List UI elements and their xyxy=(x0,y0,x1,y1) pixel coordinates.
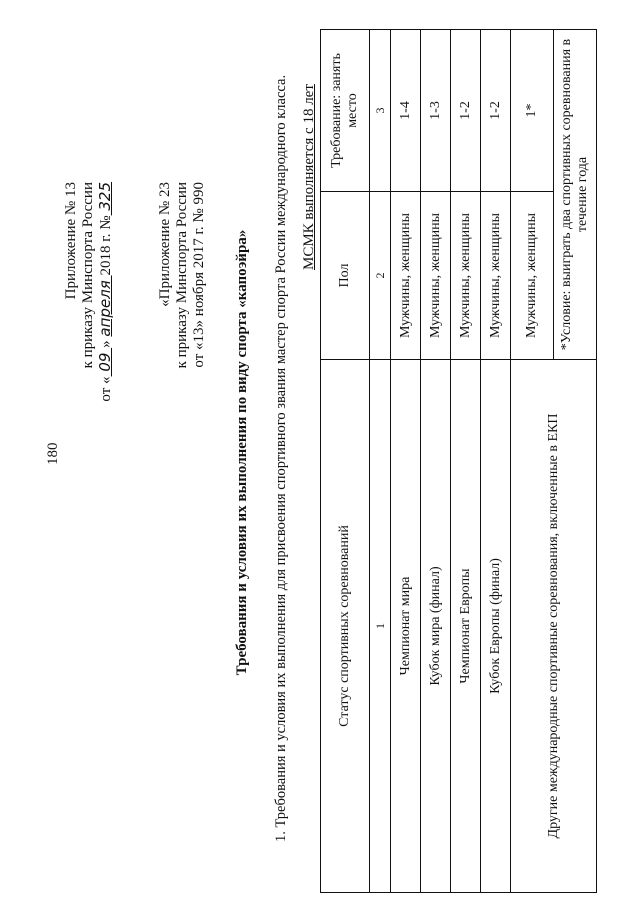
table-row xyxy=(511,30,554,893)
cell-status: Чемпионат Европы xyxy=(451,360,481,893)
cell-condition: *Условие: выиграть два спортивных соревнования в течение года xyxy=(554,30,597,360)
table-header-row xyxy=(321,30,370,893)
header-place: Требование: занять место xyxy=(321,30,370,192)
column-number: 2 xyxy=(370,192,391,360)
appendix-year: 2018 г. № xyxy=(98,215,114,276)
appendix-date-prefix: от « xyxy=(98,376,114,402)
intro-paragraph: 1. Требования и условия их выполнения для присвоения спортивного звания мастер спорта России международного класса. xyxy=(273,74,289,842)
column-number: 3 xyxy=(370,30,391,192)
page-number: 180 xyxy=(45,442,61,465)
cell-place: 1-2 xyxy=(481,30,511,192)
cell-gender: Мужчины, женщины xyxy=(421,192,451,360)
cell-place: 1-2 xyxy=(451,30,481,192)
cell-place: 1* xyxy=(511,30,554,192)
cell-status: Кубок Европы (финал) xyxy=(481,360,511,893)
appendix-line-2: к приказу Минспорта России xyxy=(80,182,96,369)
header-gender: Пол xyxy=(321,192,370,360)
column-number: 1 xyxy=(370,360,391,893)
requirements-table xyxy=(320,29,597,893)
header-status: Статус спортивных соревнований xyxy=(321,360,370,893)
cell-status: Чемпионат мира xyxy=(391,360,421,893)
cell-gender: Мужчины, женщины xyxy=(451,192,481,360)
cell-place: 1-4 xyxy=(391,30,421,192)
table-row xyxy=(421,30,451,893)
cell-gender: Мужчины, женщины xyxy=(391,192,421,360)
cell-status: Кубок мира (финал) xyxy=(421,360,451,893)
cell-place: 1-3 xyxy=(421,30,451,192)
original-appendix-header xyxy=(157,182,208,482)
table-row xyxy=(391,30,421,893)
appendix-line-3 xyxy=(97,182,115,482)
appendix-month-handwritten: апреля xyxy=(96,275,114,337)
appendix-header xyxy=(63,182,115,482)
table-row xyxy=(481,30,511,893)
table-number-row xyxy=(370,30,391,893)
appendix-day-handwritten: 09 xyxy=(96,347,114,377)
appendix-date-mid: » xyxy=(98,336,114,348)
original-appendix-line-3: от «13» ноября 2017 г. № 990 xyxy=(191,182,207,368)
appendix-number-handwritten: 325 xyxy=(96,182,114,216)
original-appendix-line-1: «Приложение № 23 xyxy=(157,182,173,307)
cell-status: Другие международные спортивные соревнования, включенные в ЕКП xyxy=(511,360,597,893)
cell-gender: Мужчины, женщины xyxy=(511,192,554,360)
cell-gender: Мужчины, женщины xyxy=(481,192,511,360)
appendix-line-1: Приложение № 13 xyxy=(63,182,79,300)
age-note: МСМК выполняется с 18 лет xyxy=(301,84,317,270)
table-row xyxy=(451,30,481,893)
document-title: Требования и условия их выполнения по виду спорта «капоэйра» xyxy=(234,229,250,676)
original-appendix-line-2: к приказу Минспорта России xyxy=(174,182,190,369)
